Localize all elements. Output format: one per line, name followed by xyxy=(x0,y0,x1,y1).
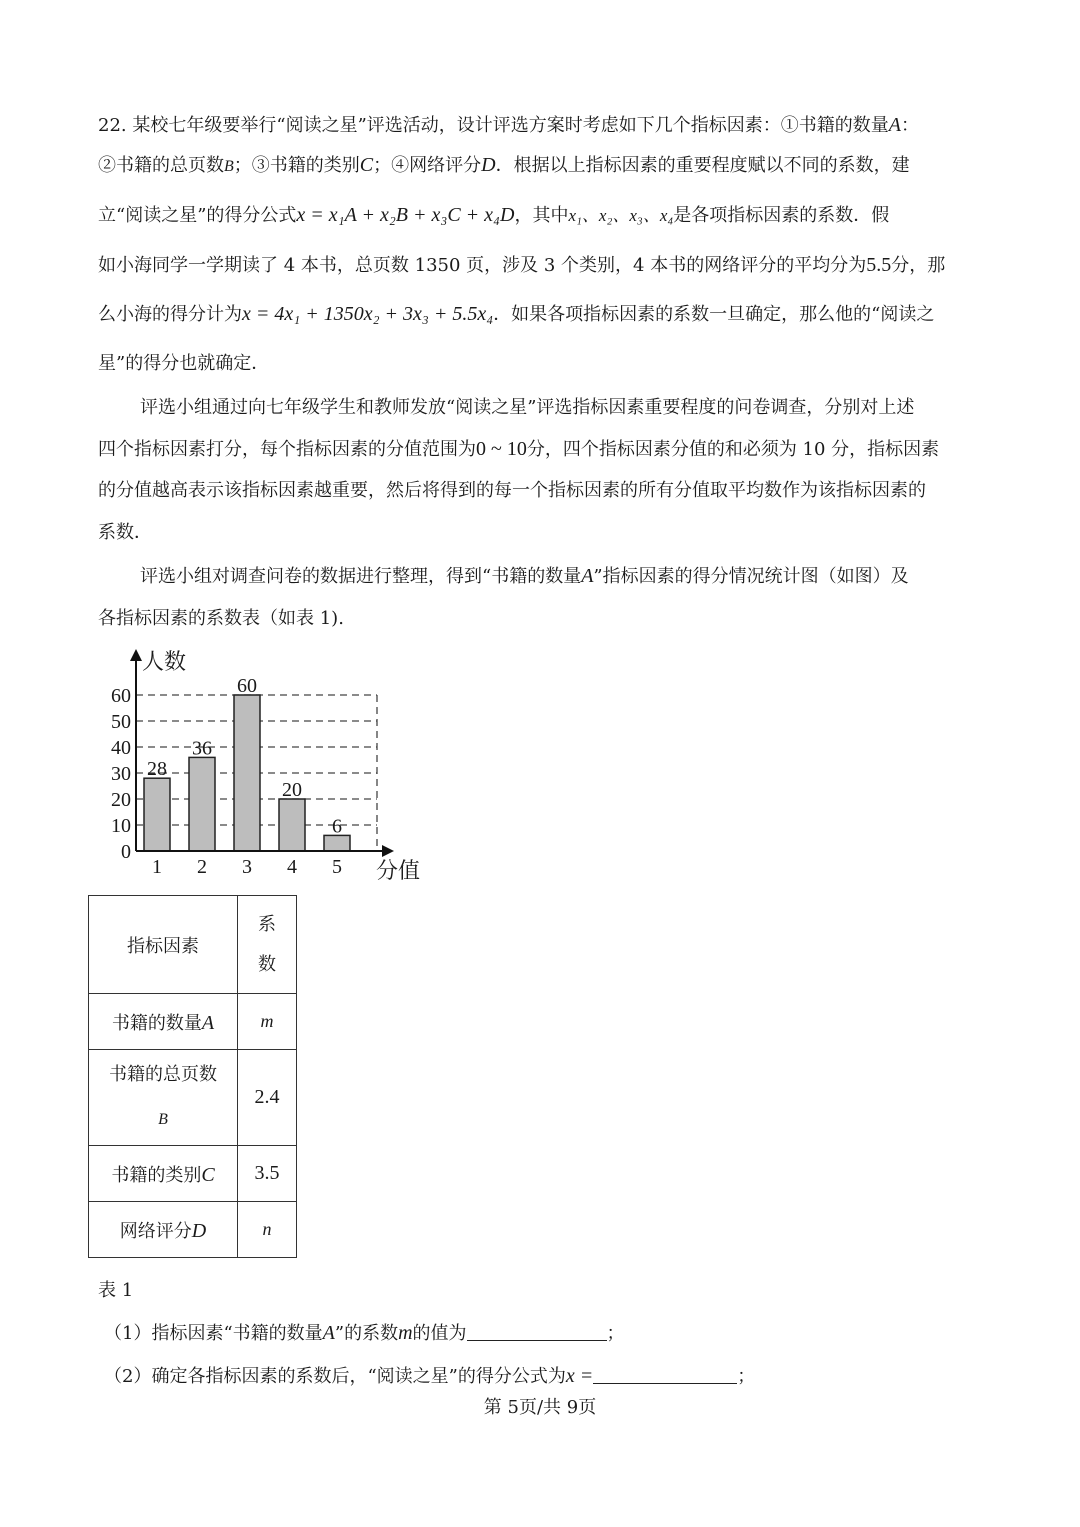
x-tick-label: 3 xyxy=(242,856,252,878)
bar xyxy=(189,757,215,851)
answer-blank-2[interactable] xyxy=(593,1363,737,1384)
answer-blank-1[interactable] xyxy=(467,1320,607,1341)
para2-line-4: 系数． xyxy=(98,522,152,543)
bar-value-label: 36 xyxy=(192,737,212,760)
coefficient-vars: x₁、x₂、x₃、x₄ xyxy=(568,206,674,225)
table-row: 网络评分D n xyxy=(89,1202,297,1258)
x-axis-arrow xyxy=(382,845,394,857)
y-tick-label: 50 xyxy=(111,711,131,733)
para2-line-2: 四个指标因素打分，每个指标因素的分值范围为0 ~ 10分，四个指标因素分值的和必须为 10 分，指标因素 xyxy=(98,438,940,460)
para2-line-1: 评选小组通过向七年级学生和教师发放“阅读之星”评选指标因素重要程度的问卷调查，分别对上述 xyxy=(140,397,915,418)
bar-value-label: 60 xyxy=(237,675,257,697)
x-tick-label: 5 xyxy=(332,856,342,878)
y-tick-label: 30 xyxy=(111,763,131,785)
table-header-factor: 指标因素 xyxy=(89,896,238,994)
bar xyxy=(279,799,305,851)
bar xyxy=(324,835,350,851)
problem-line-6: 星”的得分也就确定． xyxy=(98,353,270,374)
table-header-coef: 系 数 xyxy=(238,896,297,994)
y-tick-label: 10 xyxy=(111,815,131,837)
table-caption: 表 1 xyxy=(98,1280,134,1301)
problem-line-3: 立“阅读之星”的得分公式x = x₁A + x₂B + x₃C + x₄D，其中x₁、x₂、x₃、x₄是各项指标因素的系数．假 xyxy=(98,204,890,226)
xiaohai-formula: x = 4x₁ + 1350x₂ + 3x₃ + 5.5x₄ xyxy=(242,303,494,325)
bar xyxy=(144,778,170,851)
y-tick-label: 0 xyxy=(121,841,131,863)
y-axis-label: 人数 xyxy=(142,650,187,675)
coefficient-table xyxy=(88,895,297,1258)
question-2: （2）确定各指标因素的系数后，“阅读之星”的得分公式为x = ； xyxy=(104,1365,756,1387)
table-row: 书籍的总页数 B 2.4 xyxy=(89,1050,297,1146)
x-tick-label: 4 xyxy=(287,856,297,878)
y-tick-label: 20 xyxy=(111,789,131,811)
score-bar-chart xyxy=(100,645,440,885)
bar-value-label: 28 xyxy=(147,758,167,781)
page-footer: 第 5页/共 9页 xyxy=(483,1397,597,1418)
y-tick-label: 40 xyxy=(111,737,131,759)
y-tick-label: 60 xyxy=(111,685,131,707)
problem-line-1: 22. 某校七年级要举行“阅读之星”评选活动，设计评选方案时考虑如下几个指标因素：①书籍的数量A： xyxy=(98,114,919,136)
problem-line-2: ②书籍的总页数B；③书籍的类别C；④网络评分D．根据以上指标因素的重要程度赋以不同的系数，建 xyxy=(98,154,910,176)
problem-line-5: 么小海的得分计为x = 4x₁ + 1350x₂ + 3x₃ + 5.5x₄．如果各项指标因素的系数一旦确定，那么他的“阅读之 xyxy=(98,303,935,325)
problem-number: 22. xyxy=(98,115,127,136)
para2-line-3: 的分值越高表示该指标因素越重要，然后将得到的每一个指标因素的所有分值取平均数作为该指标因素的 xyxy=(98,480,926,501)
table-row: 书籍的数量A m xyxy=(89,994,297,1050)
bar-value-label: 20 xyxy=(282,779,302,801)
table-row: 书籍的类别C 3.5 xyxy=(89,1146,297,1202)
x-tick-label: 1 xyxy=(152,856,162,878)
bar-value-label: 6 xyxy=(332,815,342,838)
problem-line-4: 如小海同学一学期读了 4 本书，总页数 1350 页，涉及 3 个类别，4 本书的网络评分的平均分为5.5分，那 xyxy=(98,254,946,276)
para3-line-1: 评选小组对调查问卷的数据进行整理，得到“书籍的数量A”指标因素的得分情况统计图（如图）及 xyxy=(140,565,909,587)
y-axis-arrow xyxy=(130,649,142,661)
score-formula: x = x₁A + x₂B + x₃C + x₄D xyxy=(296,204,515,226)
question-1: （1）指标因素“书籍的数量A”的系数m的值为 ； xyxy=(104,1322,625,1344)
bar xyxy=(234,695,260,851)
x-tick-label: 2 xyxy=(197,856,207,878)
x-axis-label: 分值 xyxy=(376,859,421,884)
para3-line-2: 各指标因素的系数表（如表 1). xyxy=(98,608,344,629)
